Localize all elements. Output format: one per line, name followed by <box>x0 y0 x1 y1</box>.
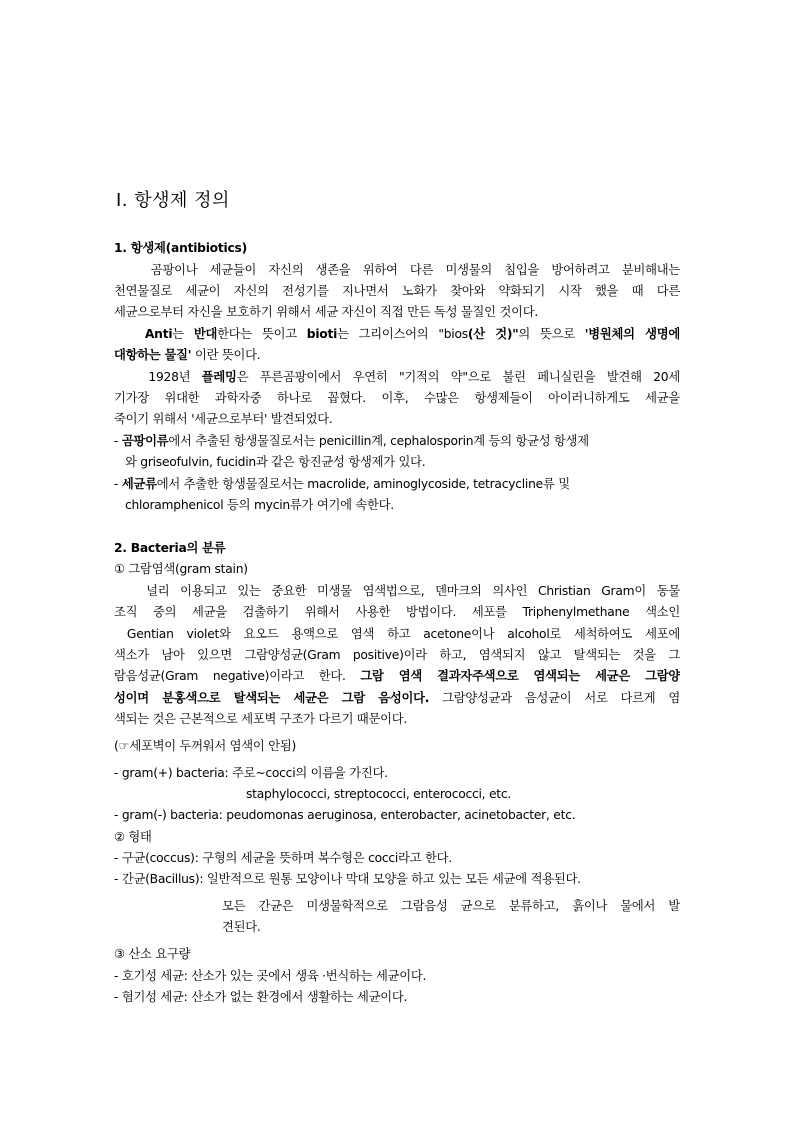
subheading-shape: ② 형태 <box>114 830 152 844</box>
bullet-item <box>114 431 589 451</box>
paragraph-line: 곰팡이나 세균들이 자신의 생존을 위하여 다른 미생물의 침입을 방어하려고 분비해내는 <box>114 263 680 277</box>
paragraph-line <box>114 666 680 686</box>
paragraph-line: Gentian violet와 요오드 용액으로 염색 하고 acetone이나 alcohol로 세척하여도 세포에 <box>114 627 680 641</box>
paragraph-line <box>114 688 680 708</box>
emphasis-text: '병원체의 생명에 <box>584 327 680 341</box>
bacillus-continuation: 모든 간균은 미생물학적으로 그람음성 균으로 분류하고, 흙이나 물에서 발 <box>222 899 680 913</box>
bullet-marker: - <box>114 477 122 491</box>
paragraph-line: 색되는 것은 근본적으로 세포벽 구조가 다르기 때문이다. <box>114 712 408 726</box>
paragraph-line <box>114 324 680 344</box>
text: 1928년 <box>114 370 202 384</box>
note-text: (☞세포벽이 두꺼워서 염색이 안됨) <box>114 739 297 753</box>
emphasis-text: Anti <box>114 327 173 341</box>
page-title: Ⅰ. 항생제 정의 <box>116 190 230 211</box>
emphasis-text: bioti <box>306 327 338 341</box>
paragraph-line: 기가장 위대한 과학자중 하나로 꼽혔다. 이후, 수많은 항생제들이 아이러니하게도 세균을 <box>114 391 680 405</box>
emphasis-text: 성이며 분홍색으로 탈색되는 세균은 그람 음성이다. <box>114 691 430 705</box>
emphasis-text: 세균류 <box>121 477 157 491</box>
subheading-oxygen: ③ 산소 요구량 <box>114 947 191 961</box>
list-item-coccus: - 구균(coccus): 구형의 세균을 뜻하며 복수형은 cocci라고 한다. <box>114 851 452 865</box>
section-heading-bacteria: 2. Bacteria의 분류 <box>114 541 226 555</box>
bacillus-continuation: 견된다. <box>222 920 261 934</box>
bullet-item <box>114 474 570 494</box>
paragraph-line: 널리 이용되고 있는 중요한 미생물 염색법으로, 덴마크의 의사인 Christian Gram이 동물 <box>114 584 680 598</box>
emphasis-text: 그람 염색 결과자주색으로 염색되는 세균은 그람양 <box>360 669 680 683</box>
bullet-item-continuation: 와 griseofulvin, fucidin과 같은 항진균성 항생제가 있다. <box>114 455 426 469</box>
list-label: - gram(+) bacteria: <box>114 766 233 780</box>
subheading-gram-stain: ① 그람염색(gram stain) <box>114 562 248 576</box>
list-item-aerobic: - 호기성 세균: 산소가 있는 곳에서 생육 ·번식하는 세균이다. <box>114 969 427 983</box>
paragraph-line: 색소가 남아 있으면 그람양성균(Gram positive)이라 하고, 염색되지 않고 탈색되는 것을 그 <box>114 648 680 662</box>
text: 에서 추출한 항생물질로서는 macrolide, aminoglycoside, tetracycline류 및 <box>156 477 570 491</box>
text: 의 뜻으로 <box>518 327 585 341</box>
emphasis-text: 반대 <box>193 327 218 341</box>
text: 한다는 뜻이고 <box>217 327 307 341</box>
paragraph-line: 천연물질로 세균이 자신의 전성기를 지나면서 노화가 찾아와 약화되기 시작 했을 때 다른 <box>114 284 680 298</box>
bullet-item-continuation: chloramphenicol 등의 mycin류가 여기에 속한다. <box>114 498 394 512</box>
list-item-gram-negative <box>114 805 575 825</box>
paragraph-line: 죽이기 위해서 '세균으로부터' 발견되었다. <box>114 412 333 426</box>
list-label: - gram(-) bacteria: <box>114 808 227 822</box>
text: 는 <box>172 327 194 341</box>
text: 주로~cocci의 이름을 가진다. <box>232 766 388 780</box>
text: 에서 추출된 항생물질로서는 penicillin계, cephalosporin계 등의 항균성 항생제 <box>168 434 589 448</box>
list-item-gram-positive <box>114 763 388 783</box>
paragraph-line <box>114 367 680 387</box>
text: 그람양성균과 음성균이 서로 다르게 염 <box>429 691 680 705</box>
list-item-anaerobic: - 혐기성 세균: 산소가 없는 환경에서 생활하는 세균이다. <box>114 990 408 1004</box>
emphasis-text: 플레밍 <box>201 370 237 384</box>
paragraph-line: 세균으로부터 자신을 보호하기 위해서 세균 자신이 직접 만든 독성 물질인 것이다. <box>114 305 538 319</box>
text: peudomonas aeruginosa, enterobacter, acinetobacter, etc. <box>226 808 576 822</box>
list-item-bacillus: - 간균(Bacillus): 일반적으로 원통 모양이나 막대 모양을 하고 있는 모든 세균에 적용된다. <box>114 872 581 886</box>
text: 람음성균(Gram negative)이라고 한다. <box>114 669 361 683</box>
text: 은 푸른곰팡이에서 우연히 "기적의 약"으로 불린 페니실린을 발견해 20세 <box>236 370 680 384</box>
emphasis-text: (산 것)" <box>467 327 519 341</box>
gram-positive-examples: staphylococci, streptococci, enterococci, etc. <box>246 787 512 801</box>
emphasis-text: 곰팡이류 <box>121 434 169 448</box>
paragraph-line <box>114 345 260 365</box>
paragraph-line: 조직 중의 세균을 검출하기 위해서 사용한 방법이다. 세포를 Triphenylmethane 색소인 <box>114 605 680 619</box>
text: 이란 뜻이다. <box>191 348 261 362</box>
emphasis-text: 대항하는 물질' <box>114 348 192 362</box>
bullet-marker: - <box>114 434 122 448</box>
text: 는 그리이스어의 "bios <box>337 327 468 341</box>
section-heading-antibiotics: 1. 항생제(antibiotics) <box>114 241 247 255</box>
